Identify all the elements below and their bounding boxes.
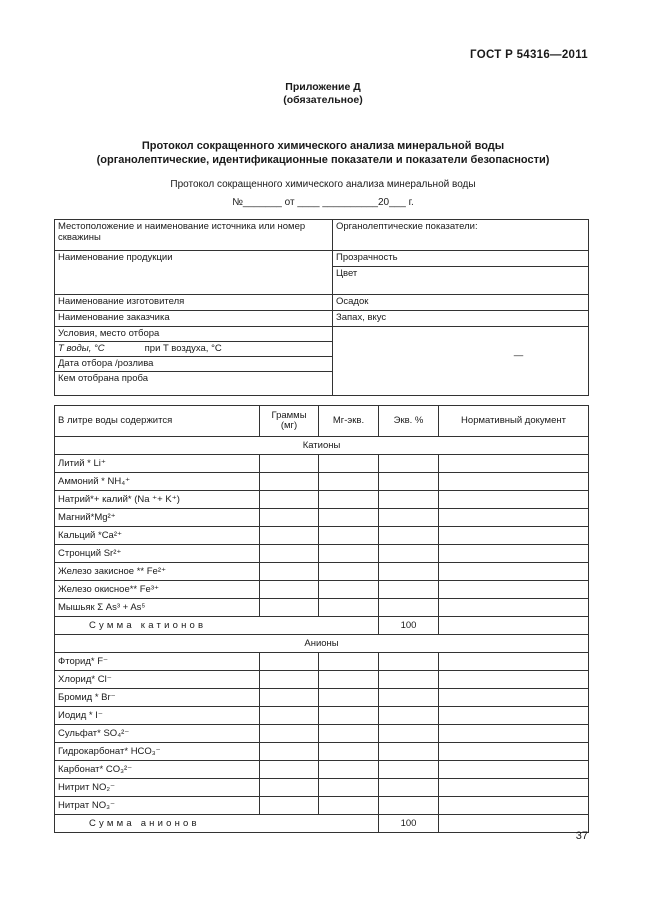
- anion-bromide: Бромид * Br⁻: [55, 689, 260, 707]
- protocol-subtitle: Протокол сокращенного химического анализа минеральной воды: [170, 179, 476, 190]
- cation-iron-ferrous: Железо закисное ** Fe²⁺: [55, 563, 260, 581]
- protocol-number-line: №_______ от ____ __________20___ г.: [232, 197, 414, 208]
- customer-cell: Наименование заказчика: [55, 311, 333, 327]
- anion-fluoride: Фторид* F⁻: [55, 653, 260, 671]
- anion-carbonate: Карбонат* CO₃²⁻: [55, 761, 260, 779]
- table-row: [55, 581, 589, 599]
- organoleptic-dash-cell: [333, 327, 589, 396]
- location-cell: Местоположение и наименование источника или номер скважины: [55, 220, 333, 251]
- protocol-title: [0, 139, 646, 167]
- header-content: В литре воды содержится: [55, 406, 260, 437]
- cation-arsenic: Мышьяк Σ As³ + As⁵: [55, 599, 260, 617]
- table-row: [55, 545, 589, 563]
- composition-header-row: [55, 406, 589, 437]
- anion-iodide: Иодид * I⁻: [55, 707, 260, 725]
- table-row: [55, 671, 589, 689]
- temperature-cell: [55, 342, 333, 357]
- table-row: [55, 527, 589, 545]
- table-row: [55, 689, 589, 707]
- appendix-heading: [0, 81, 646, 107]
- organoleptic-cell: Органолептические показатели:: [333, 220, 589, 251]
- table-row: [55, 743, 589, 761]
- sampled-by-cell: Кем отобрана проба: [55, 372, 333, 396]
- manufacturer-cell: Наименование изготовителя: [55, 295, 333, 311]
- table-row: [55, 761, 589, 779]
- table-row: [55, 797, 589, 815]
- cation-iron-ferric: Железо окисное** Fe³⁺: [55, 581, 260, 599]
- anion-chloride: Хлорид* Cl⁻: [55, 671, 260, 689]
- anion-nitrate: Нитрат NO₃⁻: [55, 797, 260, 815]
- anions-sum-row: [55, 815, 589, 833]
- air-temp-label: при T воздуха, °C: [144, 343, 222, 354]
- cation-calcium: Кальций *Ca²⁺: [55, 527, 260, 545]
- conditions-cell: Условия, место отбора: [55, 327, 333, 342]
- anions-label: Анионы: [55, 635, 589, 653]
- anion-sulfate: Сульфат* SO₄²⁻: [55, 725, 260, 743]
- anions-sum-label: Сумма анионов: [55, 815, 379, 833]
- anions-sum-value: 100: [379, 815, 439, 833]
- appendix-subtitle: (обязательное): [283, 94, 363, 106]
- table-row: [55, 455, 589, 473]
- table-row: [55, 779, 589, 797]
- dash-value: —: [513, 349, 524, 361]
- cations-label: Катионы: [55, 437, 589, 455]
- header-mg-eq: Мг-экв.: [319, 406, 379, 437]
- table-row: [55, 491, 589, 509]
- table-row: [55, 473, 589, 491]
- protocol-title-line2: (органолептические, идентификационные показатели и показатели безопасности): [96, 154, 550, 166]
- cation-lithium: Литий * Li⁺: [55, 455, 260, 473]
- cation-ammonium: Аммоний * NH₄⁺: [55, 473, 260, 491]
- cations-sum-label: Сумма катионов: [55, 617, 379, 635]
- header-norm-doc: Нормативный документ: [439, 406, 589, 437]
- cation-sodium-potassium: Натрий*+ калий* (Na ⁺+ K⁺): [55, 491, 260, 509]
- table-row: [55, 563, 589, 581]
- page-number: 37: [575, 830, 588, 842]
- table-row: [55, 599, 589, 617]
- water-temp-label: T воды, °C: [58, 343, 105, 354]
- cation-magnesium: Магний*Mg²⁺: [55, 509, 260, 527]
- document-code: ГОСТ Р 54316—2011: [470, 49, 588, 61]
- table-row: [55, 725, 589, 743]
- composition-table: [54, 405, 589, 833]
- header-eq-pct: Экв. %: [379, 406, 439, 437]
- sample-info-table: [54, 219, 589, 396]
- anion-nitrite: Нитрит NO₂⁻: [55, 779, 260, 797]
- header-grams: Граммы (мг): [260, 406, 319, 437]
- date-cell: Дата отбора /розлива: [55, 357, 333, 372]
- cation-strontium: Стронций Sr²⁺: [55, 545, 260, 563]
- cations-sum-row: [55, 617, 589, 635]
- product-cell: Наименование продукции: [55, 251, 333, 295]
- anions-section-row: [55, 635, 589, 653]
- sediment-cell: Осадок: [333, 295, 589, 311]
- cations-section-row: [55, 437, 589, 455]
- table-row: [55, 509, 589, 527]
- anion-bicarbonate: Гидрокарбонат* HCO₃⁻: [55, 743, 260, 761]
- table-row: [55, 707, 589, 725]
- cations-sum-value: 100: [379, 617, 439, 635]
- color-cell: Цвет: [333, 267, 589, 295]
- table-row: [55, 653, 589, 671]
- appendix-title: Приложение Д: [285, 81, 361, 93]
- transparency-cell: Прозрачность: [333, 251, 589, 267]
- smell-cell: Запах, вкус: [333, 311, 589, 327]
- protocol-title-line1: Протокол сокращенного химического анализа минеральной воды: [141, 140, 505, 152]
